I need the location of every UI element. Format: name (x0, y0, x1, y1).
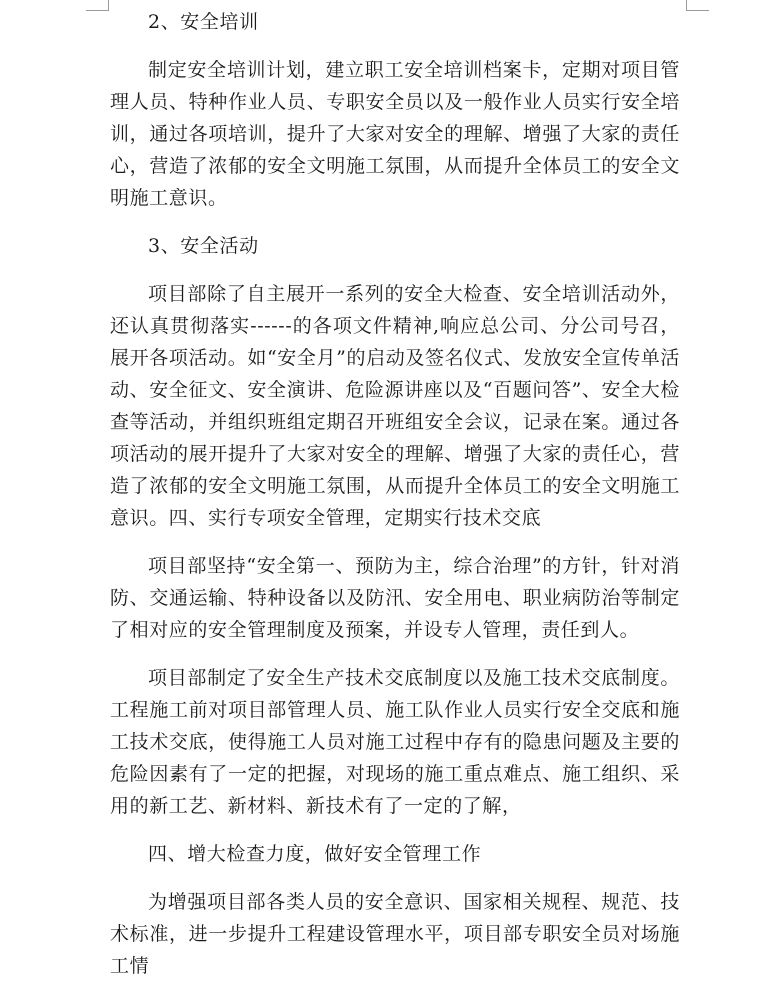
margin-corner-mark-right (686, 0, 709, 11)
paragraph-inspection: 为增强项目部各类人员的安全意识、国家相关规程、规范、技术标准，进一步提升工程建设管理水平，项目部专职安全员对场施工情 (110, 891, 680, 977)
margin-corner-mark-left (86, 0, 109, 11)
section-heading-training: 2、安全培训 (148, 11, 259, 33)
paragraph-policy: 项目部坚持“安全第一、预防为主，综合治理”的方针，针对消防、交通运输、特种设备以及防汛、安全用电、职业病防治等制定了相对应的安全管理制度及预案，并设专人管理，责任到人。 (110, 555, 680, 641)
paragraph-technical-briefing: 项目部制定了安全生产技术交底制度以及施工技术交底制度。工程施工前对项目部管理人员、施工队作业人员实行安全交底和施工技术交底，使得施工人员对施工过程中存有的隐患问题及主要的危险因素有了一定的把握，对现场的施工重点难点、施工组织、采用的新工艺、新材料、新技术有了一定的了解， (110, 667, 680, 817)
paragraph-training: 制定安全培训计划，建立职工安全培训档案卡，定期对项目管理人员、特种作业人员、专职安全员以及一般作业人员实行安全培训，通过各项培训，提升了大家对安全的理解、增强了大家的责任心，营造了浓郁的安全文明施工氛围，从而提升全体员工的安全文明施工意识。 (110, 59, 680, 209)
section-heading-activities: 3、安全活动 (148, 235, 259, 257)
paragraph-activities: 项目部除了自主展开一系列的安全大检查、安全培训活动外，还认真贯彻落实------的各项文件精神,响应总公司、分公司号召，展开各项活动。如“安全月”的启动及签名仪式、发放安全宣传单活动、安全征文、安全演讲、危险源讲座以及“百题问答”、安全大检查等活动，并组织班组定期召开班组安全会议，记录在案。通过各项活动的展开提升了大家对安全的理解、增强了大家的责任心，营造了浓郁的安全文明施工氛围，从而提升全体员工的安全文明施工意识。四、实行专项安全管理，定期实行技术交底 (110, 283, 680, 529)
document-body (110, 6, 680, 982)
section-heading-inspection: 四、增大检查力度，做好安全管理工作 (148, 843, 482, 865)
